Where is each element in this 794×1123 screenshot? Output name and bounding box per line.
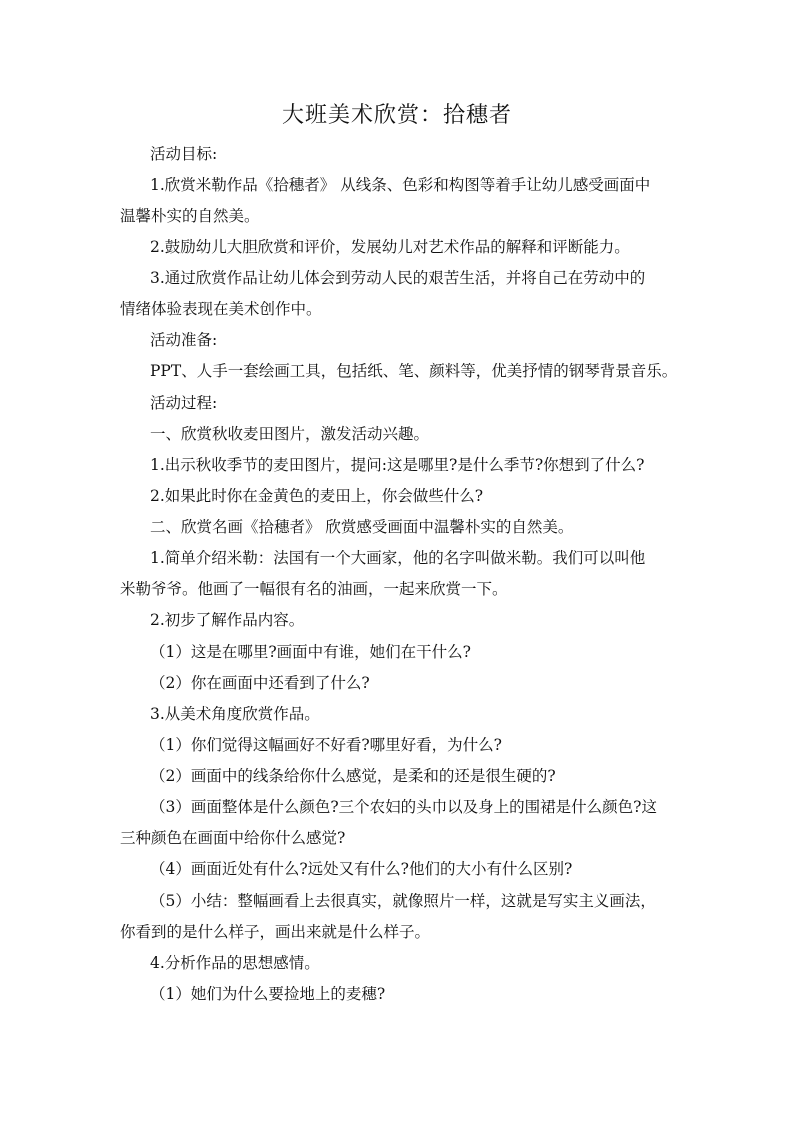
paragraph-line: 4.分析作品的思想感情。 [150,954,320,972]
paragraph-line: （4）画面近处有什么?远处又有什么?他们的大小有什么区别? [150,860,573,878]
paragraph-line: 温馨朴实的自然美。 [120,207,260,225]
paragraph-line: 3.从美术角度欣赏作品。 [150,705,320,723]
paragraph-line: 2.如果此时你在金黄色的麦田上，你会做些什么? [150,487,484,505]
paragraph-line: 一、欣赏秋收麦田图片，激发活动兴趣。 [150,425,430,443]
paragraph-line: 2.初步了解作品内容。 [150,611,305,629]
paragraph-line: PPT、人手一套绘画工具，包括纸、笔、颜料等，优美抒情的钢琴背景音乐。 [150,362,678,380]
paragraph-line: 二、欣赏名画《拾穗者》 欣赏感受画面中温馨朴实的自然美。 [150,518,574,536]
paragraph-line: （1）你们觉得这幅画好不好看?哪里好看，为什么? [150,736,502,754]
page-title: 大班美术欣赏：拾穗者 [281,103,512,128]
section-heading-preparation: 活动准备: [150,331,218,349]
paragraph-line: （1）她们为什么要捡地上的麦穗? [150,985,386,1003]
paragraph-line: （5）小结：整幅画看上去很真实，就像照片一样，这就是写实主义画法， [150,892,656,910]
paragraph-line: 情绪体验表现在美术创作中。 [120,300,322,318]
paragraph-line: 3.通过欣赏作品让幼儿体会到劳动人民的艰苦生活，并将自己在劳动中的 [150,269,646,287]
paragraph-line: 你看到的是什么样子，画出来就是什么样子。 [120,923,431,941]
section-heading-goals: 活动目标: [150,145,218,163]
paragraph-line: （3）画面整体是什么颜色?三个农妇的头巾以及身上的围裙是什么颜色?这 [150,798,657,816]
paragraph-line: （2）画面中的线条给你什么感觉，是柔和的还是很生硬的? [150,767,556,785]
section-heading-process: 活动过程: [150,394,218,412]
paragraph-line: 1.简单介绍米勒：法国有一个大画家，他的名字叫做米勒。我们可以叫他 [150,549,646,567]
paragraph-line: 米勒爷爷。他画了一幅很有名的油画，一起来欣赏一下。 [120,580,508,598]
paragraph-line: （2）你在画面中还看到了什么? [150,674,370,692]
paragraph-line: 1.出示秋收季节的麦田图片，提问:这是哪里?是什么季节?你想到了什么? [150,456,645,474]
paragraph-line: 1.欣赏米勒作品《拾穗者》 从线条、色彩和构图等着手让幼儿感受画面中 [150,176,651,194]
paragraph-line: 三种颜色在画面中给你什么感觉? [120,829,346,847]
paragraph-line: 2.鼓励幼儿大胆欣赏和评价，发展幼儿对艺术作品的解释和评断能力。 [150,238,630,256]
paragraph-line: （1）这是在哪里?画面中有谁，她们在干什么? [150,643,471,661]
